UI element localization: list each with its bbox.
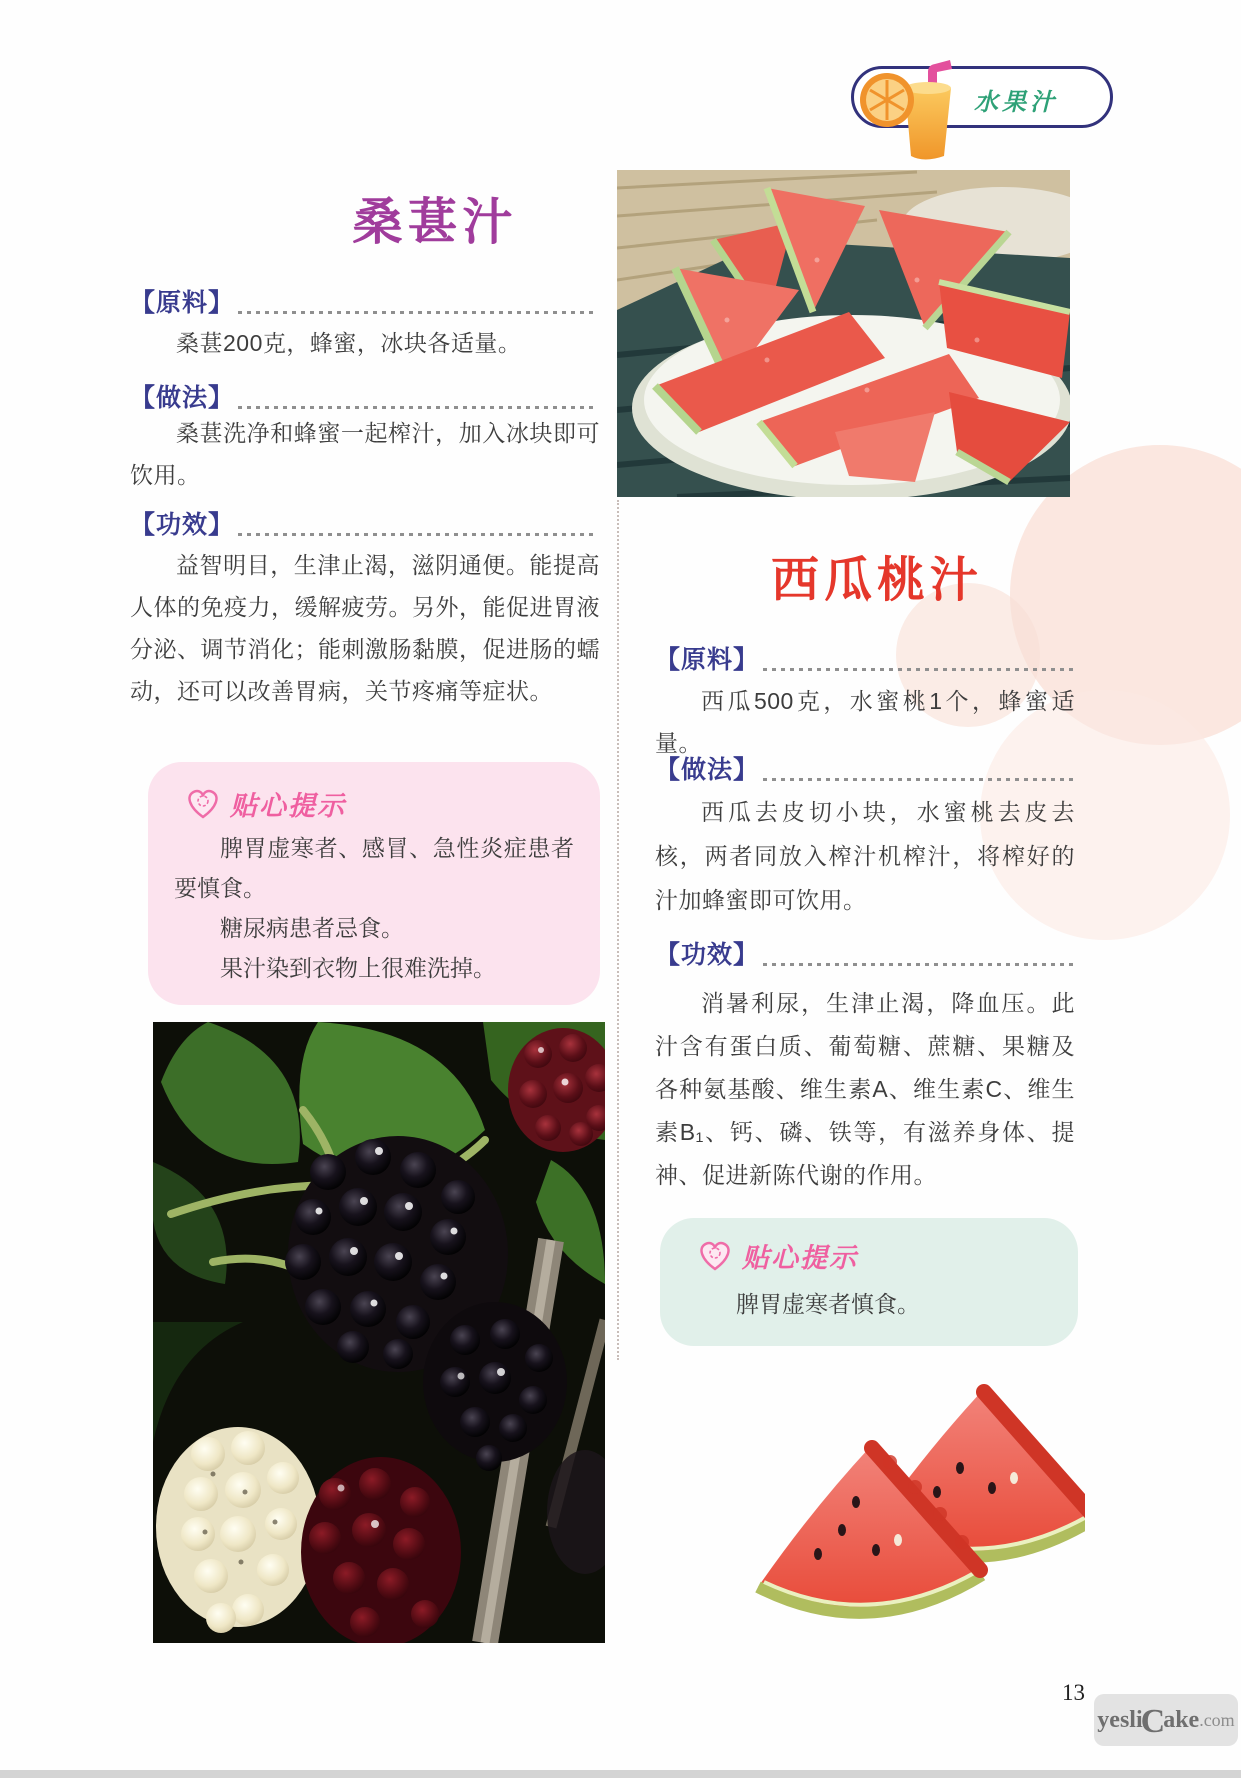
tip-line: 脾胃虚寒者慎食。 — [736, 1291, 920, 1317]
watermark-logo — [1094, 1694, 1238, 1746]
watermark-chef-c: C — [1140, 1703, 1166, 1740]
red-mulberry-bottom — [301, 1457, 461, 1643]
recipe-title-mulberry-juice: 桑葚汁 — [352, 194, 518, 250]
dotted-rule — [763, 778, 1073, 781]
ingredients-label: 【原料】 — [655, 646, 760, 674]
section-ingredients-left — [130, 283, 600, 319]
effect-text-right: 消暑利尿，生津止渴，降血压。此汁含有蛋白质、葡萄糖、蔗糖、果糖及各种氨基酸、维生素A、维生素C、维生素B₁、钙、磷、铁等，有滋养身体、提神、促进新陈代谢的作用。 — [655, 990, 1075, 1188]
section-method-right — [655, 750, 1075, 786]
effect-text-left: 益智明目，生津止渴，滋阴通便。能提高人体的免疫力，缓解疲劳。另外，能促进胃液分泌、调节消化；能刺激肠黏膜，促进肠的蠕动，还可以改善胃病，关节疼痛等症状。 — [130, 552, 600, 704]
section-ingredients-right — [655, 640, 1075, 676]
tip-line: 糖尿病患者忌食。 — [220, 915, 404, 941]
method-text-right: 西瓜去皮切小块，水蜜桃去皮去核，两者同放入榨汁机榨汁，将榨好的汁加蜂蜜即可饮用。 — [655, 799, 1075, 913]
tip-header — [184, 784, 346, 823]
method-label: 【做法】 — [655, 756, 760, 784]
tip-line: 脾胃虚寒者、感冒、急性炎症患者要慎食。 — [174, 835, 574, 901]
scan-edge-strip — [0, 1770, 1241, 1778]
column-separator — [617, 500, 619, 1360]
effect-label: 【功效】 — [130, 511, 235, 539]
tip-box-watermelon — [660, 1218, 1078, 1346]
ingredients-text-left: 桑葚200克，蜂蜜，冰块各适量。 — [176, 330, 522, 356]
dotted-rule — [238, 533, 598, 536]
watermark-tld: .com — [1199, 1709, 1235, 1730]
dotted-rule — [763, 963, 1073, 966]
watermelon-slices-image — [730, 1382, 1085, 1644]
dotted-rule — [238, 311, 598, 314]
tip-header — [696, 1236, 858, 1275]
effect-label: 【功效】 — [655, 941, 760, 969]
page-number: 13 — [1062, 1680, 1085, 1705]
tip-box-mulberry — [148, 762, 600, 1005]
watermelon-plate-photo — [617, 170, 1070, 497]
dotted-rule — [238, 406, 598, 409]
ingredients-label: 【原料】 — [130, 289, 235, 317]
recipe-title-watermelon-peach-juice: 西瓜桃汁 — [770, 554, 983, 607]
method-text-left: 桑葚洗净和蜂蜜一起榨汁，加入冰块即可饮用。 — [130, 420, 600, 488]
section-effect-left — [130, 505, 600, 541]
watermark-text: yesli — [1097, 1706, 1143, 1733]
mulberry-branch-photo — [153, 1022, 605, 1643]
tip-title: 贴心提示 — [230, 791, 346, 821]
section-effect-right — [655, 935, 1075, 971]
heart-icon — [696, 1239, 734, 1273]
juice-glass-icon — [858, 56, 958, 164]
section-method-left — [130, 378, 600, 414]
watermark-text: ake — [1163, 1706, 1200, 1733]
ingredients-text-right: 西瓜500克，水蜜桃1个，蜂蜜适量。 — [655, 688, 1075, 756]
dotted-rule — [763, 668, 1073, 671]
tip-content — [174, 828, 574, 988]
tip-title: 贴心提示 — [742, 1243, 858, 1273]
tip-line: 果汁染到衣物上很难洗掉。 — [220, 955, 496, 981]
chapter-badge-label: 水果汁 — [974, 89, 1058, 116]
heart-icon — [184, 787, 222, 821]
method-label: 【做法】 — [130, 384, 235, 412]
